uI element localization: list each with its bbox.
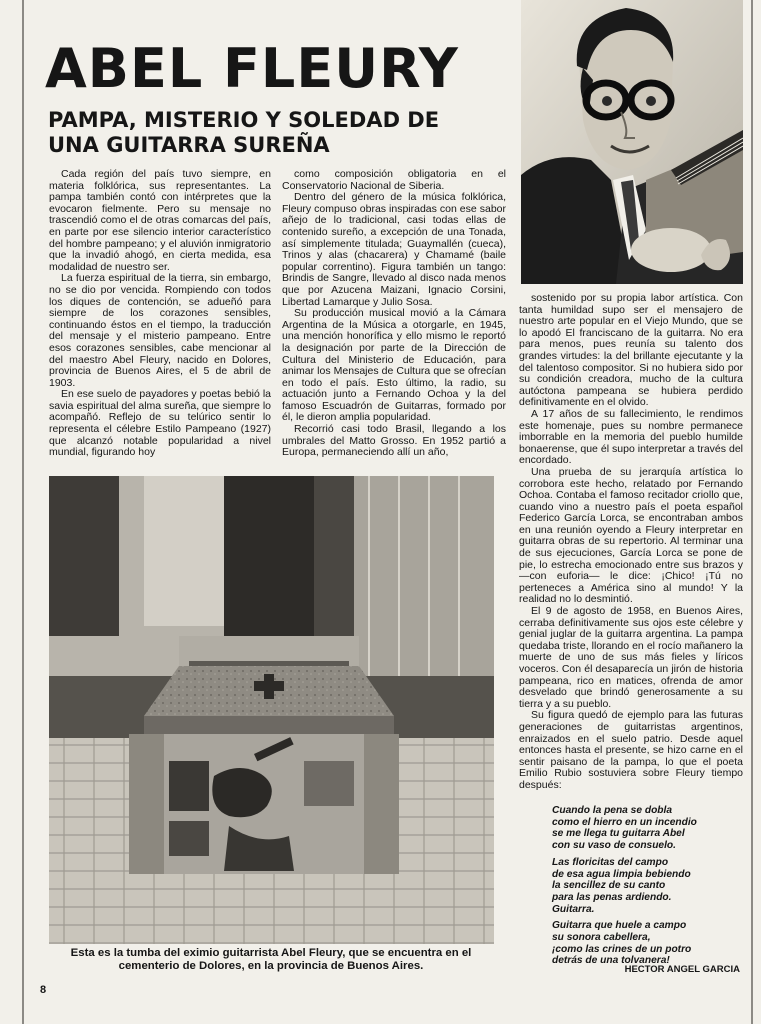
poem-line: con su vaso de consuelo.	[552, 840, 676, 852]
paragraph: A 17 años de su fallecimiento, le rendimos este homenaje, pues su nombre permanece imborrable en la memoria del pueblo humilde bonaerense, que él supo interpretar a través del encordado.	[519, 407, 743, 467]
subtitle-line-1: PAMPA, MISTERIO Y SOLEDAD DE	[48, 108, 440, 132]
paragraph: El 9 de agosto de 1958, en Buenos Aires, cerraba definitivamente sus ojos este célebre y genial juglar de la guitarra argentina. La pampa quedaba triste, llorando en el rocío mañanero la muerte de uno de sus más fieles y líricos voceros. Con él desaparecía un jirón de historia pampeana, rico en matices, ofrenda de amor desvelado que brindó generosamente a su tierra y a su pueblo.	[519, 605, 743, 710]
paragraph: Una prueba de su jerarquía artística lo corrobora este hecho, relatado por Fernando Ochoa. Contaba el famoso recitador criollo que, cuando vino a nuestro país el poeta español Federico García Lorca, se encontraban ambos en una reunión oyendo a Fleury interpretar en guitarra obras de su repertorio. Al terminar una de sus ejecuciones, García Lorca se pone de pie, lo estrecha emocionado entre sus brazos y —con euforia— le dice: ¡Chico! ¡Tú no perteneces a América sino al mundo! Y la realidad no lo desmintió.	[519, 465, 743, 606]
paragraph: Dentro del género de la música folklórica, Fleury compuso obras inspiradas con ese sabor añejo de lo tradicional, casi todas ellas de contenido sureño, a excepción de una Tonada, así simplemente titulada; Guaymallén (cueca), Trinos y alas (chacarera) y Chamamé (baile popular correntino). Figura también un tango: Brindis de Sangre, llevado al disco nada menos que por Azucena Maizani, Ignacio Corsini, Libertad Lamarque y Julio Sosa.	[282, 191, 506, 308]
paragraph: sostenido por su propia labor artística. Con tanta humildad supo ser el mensajero de nuestro arte popular en el Viejo Mundo, que se lo apodó El franciscano de la guitarra. No era para menos, pues reunía su talento dos grandes virtudes: la del brillante ejecutante y la del talentoso compositor. Si no hubiera sido por su condición creadora, mucho de la cultura autóctona pampeana se hubiera perdido definitivamente en el olvido.	[519, 293, 743, 409]
article-subtitle	[48, 108, 488, 158]
paragraph: La fuerza espiritual de la tierra, sin embargo, no se dio por vencida. Rompiendo con todos los diques de contención, se adueñó para siempre de los corazones sensibles, continuando éstos en el tiempo, la traducción del mensaje y el misterio pampeano. Entre esos corazones sensibles, cabe mencionar al del maestro Abel Fleury, nacido en Dolores, provincia de Buenos Aires, el 5 de abril de 1903.	[49, 272, 271, 389]
page-number: 8	[40, 984, 47, 996]
poem-line: se me llega tu guitarra Abel	[552, 828, 685, 840]
poem-line: detrás de una tolvanera!	[552, 955, 670, 967]
portrait-photo	[521, 0, 743, 284]
poem-line: su sonora cabellera,	[552, 932, 651, 944]
poem-stanza	[552, 857, 747, 916]
text-column-2	[282, 169, 506, 472]
poem	[552, 805, 747, 972]
tomb-photo	[49, 476, 494, 944]
text-column-3	[519, 293, 743, 798]
tomb-illustration	[49, 476, 494, 944]
photo-caption: Esta es la tumba del eximio guitarrista Abel Fleury, que se encuentra en el cementerio de Dolores, en la provincia de Buenos Aires.	[70, 947, 472, 972]
poem-line: como el hierro en un incendio	[552, 816, 697, 828]
text-column-1	[49, 169, 271, 472]
paragraph: Recorrió casi todo Brasil, llegando a los umbrales del Matto Grosso. En 1952 partió a Europa, permaneciendo allí un año,	[282, 423, 506, 459]
poem-stanza	[552, 805, 747, 852]
paragraph: Cada región del país tuvo siempre, en materia folklórica, sus representantes. La pampa también contó con intérpretes que la evocaron fielmente. Pero su mensaje no trascendió como el de otras comarcas del país, en parte por ese silencio interior característico del hombre pampeano; y el aluvión inmigratorio que la invadió ahogó, en cierta medida, esa modalidad de nuestro ser.	[49, 169, 271, 273]
poem-line: para las penas ardiendo.	[552, 891, 672, 903]
poem-line: de esa agua limpia bebiendo	[552, 868, 691, 880]
poem-line: Guitarra.	[552, 903, 595, 915]
poem-line: ¡como las crines de un potro	[552, 943, 692, 955]
paragraph: Su producción musical movió a la Cámara Argentina de la Música a otorgarle, en 1945, una mención honorífica y ello mismo le reportó la designación por parte de la Dirección de Cultura del Ministerio de Educación, para animar los Mensajes de Cultura que se ofrecían en todo el país. Esto último, la radio, su actuación junto a Fernando Ochoa y la del famoso Escuadrón de Guitarras, formado por él, le dieron amplia popularidad.	[282, 307, 506, 424]
author-byline: HECTOR ANGEL GARCIA	[624, 964, 740, 975]
poem-line: Guitarra que huele a campo	[552, 920, 687, 932]
poem-stanza	[552, 920, 747, 967]
poem-line: la sencillez de su canto	[552, 880, 666, 892]
page-border-right	[751, 0, 753, 1024]
poem-line: Cuando la pena se dobla	[552, 805, 673, 816]
paragraph: como composición obligatoria en el Conservatorio Nacional de Siberia.	[282, 169, 506, 192]
poem-line: Las floricitas del campo	[552, 856, 669, 868]
article-title: ABEL FLEURY	[45, 37, 459, 100]
paragraph: Su figura quedó de ejemplo para las futuras generaciones de guitarristas argentinos, enraizados en el suelo patrio. Desde aquel entonces hasta el presente, se hizo carne en el sentir paisano de la pampa, lo que el poeta Emilio Rubio sostuviera sobre Fleury tiempo después:	[519, 709, 743, 791]
page-border-left	[22, 0, 24, 1024]
subtitle-line-2: UNA GUITARRA SUREÑA	[48, 133, 330, 157]
portrait-illustration	[521, 0, 743, 284]
paragraph: En ese suelo de payadores y poetas bebió la savia espiritual del alma sureña, que siempre lo acompañó. Reflejo de su telúrico sentir lo representa el célebre Estilo Pampeano (1927) que alcanzó notable popularidad a nivel mundial, figurando hoy	[49, 388, 271, 459]
